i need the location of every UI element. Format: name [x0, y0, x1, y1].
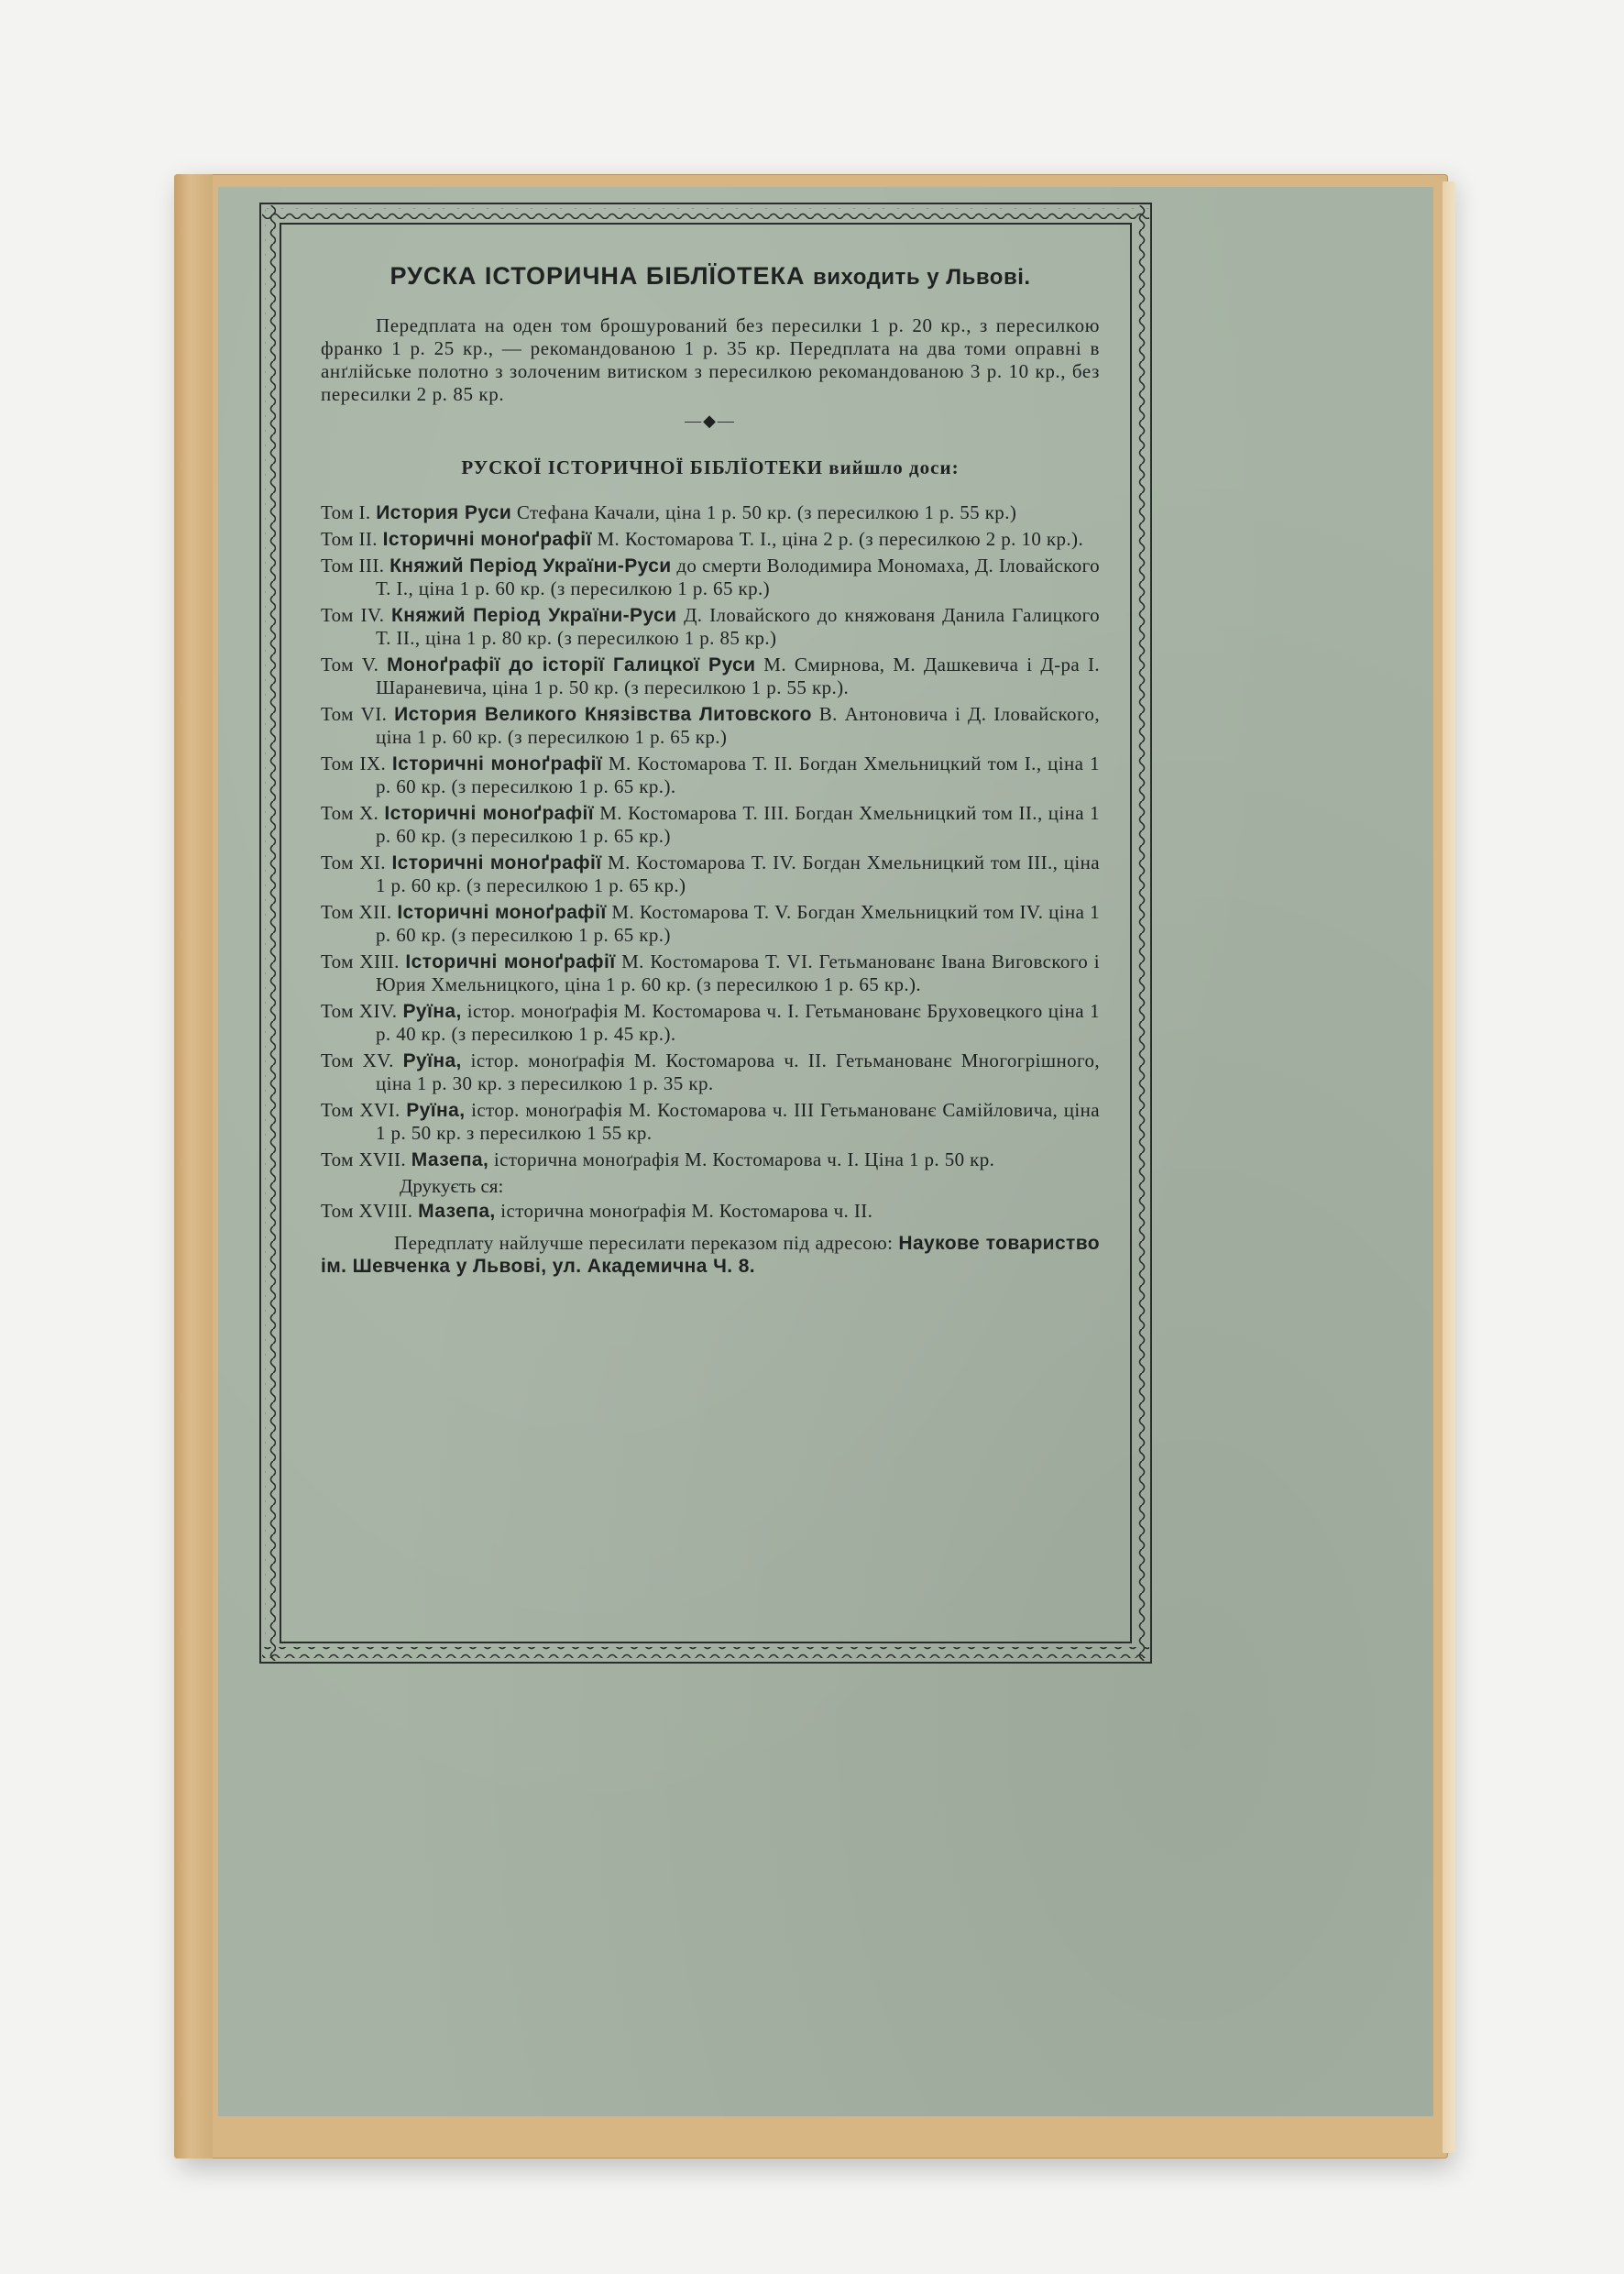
divider-ornament: —◆— [685, 412, 736, 430]
list-item: Том XV. Руїна, істор. моноґрафія М. Костомарова ч. II. Гетьманованє Многогрішного, ціна 1 р. 30 кр. з пересилкою 1 р. 35 кр. [321, 1049, 1101, 1094]
published-heading: РУСКОЇ ІСТОРИЧНОЇ БІБЛЇОТЕКИ вийшло доси: [461, 456, 960, 478]
page-title [321, 262, 1100, 291]
list-item: Том XVI. Руїна, істор. моноґрафія М. Костомарова ч. III Гетьманованє Самійловича, ціна 1 р. 50 кр. з пересилкою 1 55 кр. [321, 1099, 1100, 1144]
list-item: Том IV. Княжий Період України-Руси Д. Іловайского до княжованя Данила Галицкого Т. II., ціна 1 р. 80 кр. (з пересилкою 1 р. 85 кр.) [321, 604, 1101, 649]
list-item: Том XIII. Історичні моноґрафії М. Костомарова Т. VI. Гетьманованє Івана Виговского і Юрия Хмельницкого, ціна 1 р. 60 кр. (з пересилкою 1 р. 65 кр.). [321, 950, 1100, 995]
list-item: Том II. Історичні моноґрафії М. Костомарова Т. I., ціна 2 р. (з пересилкою 2 р. 10 кр.). [321, 528, 1084, 550]
list-item: Том III. Княжий Період України-Руси до смерти Володимира Мономаха, Д. Іловайского Т. I., ціна 1 р. 60 кр. (з пересилкою 1 р. 65 кр.) [321, 555, 1101, 599]
title-rest: виходить у Львові. [812, 265, 1031, 290]
forthcoming-item: Том XVIII. Мазепа, історична моноґрафія М. Костомарова ч. II. [321, 1200, 873, 1222]
list-item: Том I. История Руси Стефана Качали, ціна 1 р. 50 кр. (з пересилкою 1 р. 55 кр.) [321, 501, 1017, 523]
list-item: Том XIV. Руїна, істор. моноґрафія М. Костомарова ч. I. Гетьманованє Бруховецкого ціна 1 р. 40 кр. (з пересилкою 1 р. 45 кр.). [321, 1000, 1100, 1045]
list-item: Том XII. Історичні моноґрафії М. Костомарова Т. V. Богдан Хмельницкий том IV. ціна 1 р. 60 кр. (з пересилкою 1 р. 65 кр.) [321, 901, 1101, 946]
ornamental-frame [257, 200, 1155, 1666]
list-item: Том XVII. Мазепа, історична моноґрафія М. Костомарова ч. I. Ціна 1 р. 50 кр. [321, 1148, 995, 1170]
title-main: РУСКА ІСТОРИЧНА БІБЛЇОТЕКА [390, 262, 806, 290]
subscription-info: Передплата на оден том брошурований без пересилки 1 р. 20 кр., з пересилкою франко 1 р. 25 кр., — рекомандованою 1 р. 35 кр. Передплата на два томи оправні в анґлійське полотно з золоченим витиском з пересилкою рекомандованою 3 р. 10 кр., без пересилки 2 р. 85 кр. [321, 314, 1100, 405]
list-item: Том IX. Історичні моноґрафії М. Костомарова Т. II. Богдан Хмельницкий том I., ціна 1 р. 60 кр. (з пересилкою 1 р. 65 кр.). [321, 753, 1101, 797]
payment-address: Передплату найлучше пересилати переказом під адресою: Наукове товариство ім. Шевченка у Львові, ул. Академична Ч. 8. [321, 1232, 1100, 1277]
page-content [321, 262, 1100, 1278]
list-item: Том XI. Історичні моноґрафії М. Костомарова Т. IV. Богдан Хмельницкий том III., ціна 1 р. 60 кр. (з пересилкою 1 р. 65 кр.) [321, 851, 1101, 896]
list-item: Том VI. История Великого Князівства Литовского В. Антоновича і Д. Іловайского, ціна 1 р. 60 кр. (з пересилкою 1 р. 65 кр.) [321, 703, 1100, 748]
printing-label: Друкуєть ся: [400, 1175, 504, 1197]
volume-list [321, 501, 1100, 1171]
list-item: Том V. Моноґрафії до історії Галицкої Руси М. Смирнова, М. Дашкевича і Д-ра І. Шараневича, ціна 1 р. 50 кр. (з пересилкою 1 р. 55 кр.). [321, 654, 1100, 698]
list-item: Том X. Історичні моноґрафії М. Костомарова Т. III. Богдан Хмельницкий том II., ціна 1 р. 60 кр. (з пересилкою 1 р. 65 кр.) [321, 802, 1101, 847]
